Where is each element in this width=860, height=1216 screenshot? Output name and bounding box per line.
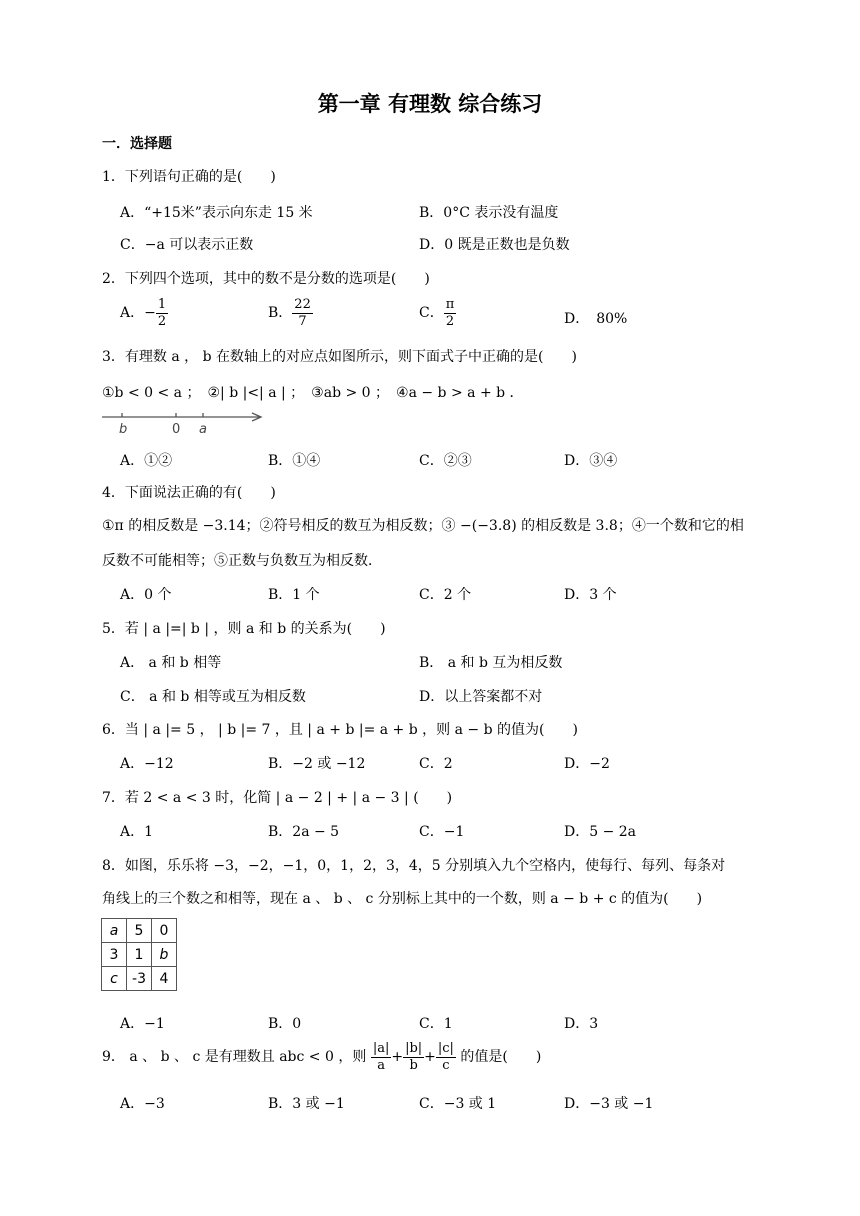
question-6-stem: 6．当 | a |= 5 ， | b |= 7 ，且 | a + b |= a + b ，则 a − b 的值为( ) [102, 722, 578, 738]
question-8-line-2: 角线上的三个数之和相等，现在 a 、 b 、 c 分别标上其中的一个数，则 a − b + c 的值为( ) [102, 891, 703, 907]
question-5-option-c: C． a 和 b 相等或互为相反数 [120, 689, 306, 705]
question-9-option-b: B．3 或 −1 [268, 1096, 345, 1112]
option-label: C． [419, 305, 444, 322]
question-8-option-d: D．3 [564, 1016, 599, 1032]
question-1-option-a: A．“+15米”表示向东走 15 米 [120, 205, 313, 221]
question-6-option-d: D．−2 [564, 756, 610, 772]
grid-row [102, 967, 177, 991]
grid-cell: c [102, 967, 127, 991]
minus-sign: − [144, 305, 156, 322]
plus-sign: + [391, 1049, 404, 1066]
page-title: 第一章 有理数 综合练习 [317, 92, 543, 116]
question-2-stem: 2．下列四个选项，其中的数不是分数的选项是( ) [102, 271, 430, 287]
numerator: |c| [437, 1041, 454, 1056]
question-3-option-c: C．②③ [419, 453, 472, 469]
section-heading: 一．选择题 [102, 136, 172, 152]
option-label: A． [120, 305, 145, 322]
question-9-option-c: C．−3 或 1 [419, 1096, 497, 1112]
question-6-option-b: B．−2 或 −12 [268, 756, 366, 772]
question-4-stem: 4．下面说法正确的有( ) [102, 485, 276, 501]
grid-cell: 1 [127, 943, 152, 967]
question-3-statements: ①b < 0 < a ； ②| b |<| a | ； ③ab > 0 ； ④a − b > a + b ． [102, 385, 524, 401]
question-7-option-a: A．1 [120, 824, 154, 840]
numerator: |b| [405, 1041, 423, 1056]
question-8-option-b: B．0 [268, 1016, 302, 1032]
denominator: 7 [298, 313, 307, 329]
question-7-option-c: C．−1 [419, 824, 465, 840]
label-0: 0 [172, 422, 181, 437]
question-9-suffix: 的值是( ) [460, 1049, 542, 1066]
grid-row [102, 919, 177, 943]
numerator: 22 [294, 297, 311, 312]
question-2-option-b [268, 297, 313, 329]
question-9-prefix: 9． a 、 b 、 c 是有理数且 abc < 0 ，则 [102, 1049, 367, 1066]
question-4-option-b: B．1 个 [268, 587, 320, 603]
question-5-stem: 5．若 | a |=| b | ，则 a 和 b 的关系为( ) [102, 621, 386, 637]
plus-sign: + [424, 1049, 436, 1066]
question-6-option-c: C．2 [419, 756, 453, 772]
question-5-option-d: D．以上答案都不对 [419, 689, 543, 705]
question-4-line-1: ①π 的相反数是 −3.14；②符号相反的数互为相反数；③ −(−3.8) 的相反数是 3.8；④一个数和它的相 [102, 518, 744, 534]
fraction [292, 297, 313, 329]
question-7-option-d: D．5 − 2a [564, 824, 637, 840]
question-4-option-a: A．0 个 [120, 587, 172, 603]
grid-cell: 5 [127, 919, 152, 943]
grid-cell: 4 [152, 967, 177, 991]
question-2-option-c [419, 297, 456, 329]
question-9-option-a: A．−3 [120, 1096, 165, 1112]
denominator: c [442, 1057, 450, 1073]
grid-cell: -3 [127, 967, 152, 991]
question-3-option-d: D．③④ [564, 453, 618, 469]
grid-row [102, 943, 177, 967]
grid-cell: 0 [152, 919, 177, 943]
fraction-b [403, 1041, 424, 1073]
number-line-figure [100, 408, 270, 438]
grid-cell: 3 [102, 943, 127, 967]
option-label: B． [268, 305, 293, 322]
denominator: 2 [445, 313, 455, 329]
question-9-stem [102, 1041, 541, 1073]
fraction-c [436, 1041, 456, 1073]
question-1-option-c: C．−a 可以表示正数 [120, 237, 254, 253]
question-5-option-a: A． a 和 b 相等 [120, 655, 222, 671]
label-a: a [199, 422, 207, 437]
denominator: b [409, 1057, 418, 1073]
question-6-option-a: A．−12 [120, 756, 174, 772]
question-7-stem: 7．若 2 < a < 3 时，化简 | a − 2 | + | a − 3 | ( ) [102, 790, 453, 806]
question-3-option-a: A．①② [120, 453, 173, 469]
question-8-option-c: C．1 [419, 1016, 453, 1032]
label-b: b [119, 422, 128, 437]
question-3-option-b: B．①④ [268, 453, 321, 469]
numerator: 1 [157, 297, 167, 312]
question-5-option-b: B． a 和 b 互为相反数 [419, 655, 563, 671]
question-9-option-d: D．−3 或 −1 [564, 1096, 654, 1112]
fraction-a [371, 1041, 392, 1073]
question-3-stem: 3．有理数 a ， b 在数轴上的对应点如图所示，则下面式子中正确的是( ) [102, 349, 577, 365]
question-8-line-1: 8．如图，乐乐将 −3，−2，−1，0，1，2，3，4，5 分别填入九个空格内，使每行、每列、每条对 [102, 858, 726, 874]
question-2-option-d: D． 80% [564, 311, 628, 327]
numerator: |a| [372, 1041, 390, 1056]
question-8-option-a: A．−1 [120, 1016, 165, 1032]
grid-cell: a [102, 919, 127, 943]
denominator: 2 [157, 313, 167, 329]
question-1-option-d: D．0 既是正数也是负数 [419, 237, 570, 253]
question-2-option-a [120, 297, 168, 329]
fraction [444, 297, 457, 329]
question-4-option-d: D．3 个 [564, 587, 617, 603]
question-7-option-b: B．2a − 5 [268, 824, 340, 840]
numerator: π [445, 297, 455, 312]
grid-cell: b [152, 943, 177, 967]
question-4-option-c: C．2 个 [419, 587, 472, 603]
question-4-line-2: 反数不可能相等；⑤正数与负数互为相反数． [102, 553, 382, 569]
magic-square-grid [101, 918, 177, 991]
question-1-stem: 1．下列语句正确的是( ) [102, 169, 276, 185]
denominator: a [377, 1057, 385, 1073]
question-1-option-b: B．0°C 表示没有温度 [419, 205, 559, 221]
fraction [156, 297, 168, 329]
